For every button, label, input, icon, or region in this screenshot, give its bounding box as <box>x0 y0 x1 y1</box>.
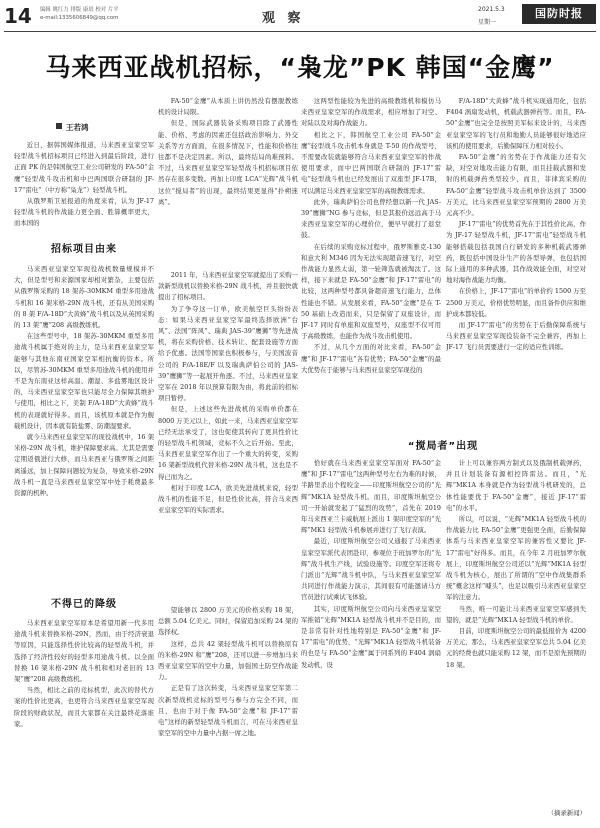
paragraph: 不过，从几个方面的对比来看，FA-50“金鹰”和 JF-17“雷电”各有优势；FA-50“金鹰”的最大优势在于能够与马来西亚皇家空军现役的 <box>301 343 441 374</box>
column-2-top <box>158 96 298 268</box>
paragraph: 当然，唯一可能让马来西亚皇家空军感到失望的，就是“光辉”MK1A 轻型战斗机的单价。 <box>446 604 586 624</box>
paragraph: 恰好就在马来西亚皇家空军面对 FA-50“金鹰”和 JF-17“雷电”这两种型号左右为难的时候，半路里杀出个程咬金——印度斯坦航空公司的“光辉”MK1A 轻型战斗机。而且，印度斯坦航空公司一开始就发起了“猛烈的攻势”，首先在 2019 年马来西亚兰卡威航展上派出 1 架印度空军的“光辉”MK1 轻型战斗机参展并进行了飞行表演。 <box>301 459 441 535</box>
paragraph: 但是，上述这些先进战机的采购单价都在 8000 万美元以上，如此一来，马来西亚皇家空军已经无法承受了，这也促使其转向了更具性价比的轻型战斗机领域，竞标不久之后开始。至此，马来西亚皇家空军作出了一个重大的转变，采购 16 架新型战机代替米格-29N 战斗机，这也是不得已而为之。 <box>158 405 298 481</box>
paragraph: 近日，据韩国媒体报道，马来西亚皇家空军轻型战斗机招标项目已经进入到最后阶段，进行正面 PK 的是韩国航空工业公司研发的 FA-50“金鹰”轻型战斗攻击机和中巴两国联合研制的 JF-17“雷电”（中方称“枭龙”）轻型战斗机。 <box>14 141 154 194</box>
paragraph: 马来西亚皇家空军现役战机数量规模并不大，但是型号和来源国家却相对繁杂，主要包括从俄罗斯采购的 18 架苏-30MKM 重型多用途战斗机和 16 架米格-29N 战斗机，还有从美国采购的 8 架 F/A-18D“大黄蜂”战斗机以及从英国采购的 13 架“鹰”208 高级教练机。 <box>14 265 154 330</box>
paragraph: 2011 年，马来西亚皇家空军就提出了采购一款新型战机以替换米格-29N 战斗机，并且很快就提出了招标项目。 <box>158 271 298 302</box>
subhead-downgrade: 不得已的降级 <box>51 599 117 610</box>
paragraph: 其实，印度斯坦航空公司向马来西亚皇家空军推销“光辉”MK1A 轻型战斗机并不是目的，而是非常有针对性地特别是 FA-50“金鹰”和 JF-17“雷电”的优势，“光辉”MK1A 轻型战斗机装备的也是与 FA-50“金鹰”属于同系列的 F404 涡扇发动机，设 <box>301 604 441 669</box>
editor-credits: 编辑 姚红力 排版 康晨 校对 片平 <box>40 7 119 13</box>
paragraph: JF-17“雷电”的优势首先在于其性价比高，作为 JF-17 轻型战斗机，JF-17“雷电”轻型战斗机能够搭载包括我国自行研发的多种机载武器弹药，既包括中国设计生产的各型导弹，也包括国际上通用的多种武器，其作战效能全面，对空对地对海作战能力均衡。 <box>446 220 586 285</box>
paragraph: 而 JF-17“雷电”的劣势在于后勤保障系统与马来西亚皇家空军现役装备不完全兼容，再加上 JF-17 飞行员需要进行一定的适应性训练。 <box>446 321 586 352</box>
subhead-disruptor: “搅局者”出现 <box>407 441 479 452</box>
paragraph: 最近，印度斯坦航空公司又通报了马来西亚皇家空军派代表团赴印，参观位于班加罗尔的“光辉”战斗机生产线，试验设施等。印度空军还将专门派出“光辉”战斗机中队，与马来西亚皇家空军共同进行作战能力演示，其间很有可能邀请马方官员进行试乘试飞体验。 <box>301 537 441 602</box>
paragraph: 这两型性能较为先进的高级教练机和模仿马来西亚皇家空军的作战需求，相应增加了对空、对陆以及对海作战能力。 <box>301 97 441 128</box>
column-1-bottom <box>14 618 154 824</box>
paragraph: 在价格上，JF-17“雷电”的单价约 1500 万至 2500 万美元，价格优势明显，而且备件供应和维护成本都较低。 <box>446 287 586 318</box>
paragraph: 所以，可以说，“光辉”MK1A 轻型战斗机的作战能力比 FA-50“金鹰”更强更全面，后勤保障体系与马来西亚皇家空军的兼容性又要比 JF-17“雷电”好得多。而且，在今年 2 月班加罗尔航展上，印度斯坦航空公司还以“光辉”MK1A 轻型战斗机为核心，展出了所谓的“空中作战集群系统”概念这样“噱头”，也足以吸引马来西亚皇家空军的注意力。 <box>446 515 586 602</box>
paragraph: FA-50“金鹰”的劣势在于作战能力还有欠缺，对空对地攻击能力有限，而且挂载武器和发射的机载弹药类型较少，而且，菲律宾采购的 FA-50“金鹰”轻型战斗攻击机单价达到了 3500 万美元，比马来西亚皇家空军预期的 2800 万美元高不少。 <box>446 153 586 218</box>
header-divider <box>4 31 596 32</box>
column-4-bottom <box>446 458 586 810</box>
page-header <box>0 0 600 30</box>
source-note: （摘录新闻） <box>547 809 586 817</box>
paragraph: 相比之下，韩国航空工业公司 FA-50“金鹰”轻型战斗攻击机本身就是 T-50 的作战型号，不需要改装就能够符合马来西亚皇家空军的作战使用要求，而中巴两国联合研制的 JF-17“雷电”轻型战斗机也已经发展出了双座型 JF-17B，可以满足马来西亚皇家空军的高级教练需求。 <box>301 130 441 195</box>
column-3-top <box>301 96 441 430</box>
paragraph: 正是有了这次转变，马来西亚皇家空军第二次新型战机竞标的型号与参与方完全不同，而且，也由于对于像 FA-50“金鹰”和 JF-17“雷电”这样的新型轻型战斗机而言，可在马来西亚皇家空军的空中力量中占据一席之地。 <box>158 684 298 738</box>
page-number: 14 <box>4 4 32 28</box>
paragraph: F/A-18D“大黄蜂”战斗机实现通用化，包括 F404 涡扇发动机，机载武器弹药等。而且，FA-50“金鹰”也完全是按照美军标来设计的，马来西亚皇家空军的飞行员和地勤人员能够很好地适应该机的使用要求，后勤保障压力相对较小。 <box>446 97 586 150</box>
paragraph: 在这些型号中，18 架苏-30MKM 重型多用途战斗机属于绝对的主力，是马来西亚皇家空军能够与其他东南亚国家空军相抗衡的资本。所以，尽管苏-30MKM 重型多用途战斗机的使用并不是为东南亚这样高温、潮湿、多盐雾地区设计的，马来西亚皇家空军也只能尽全力保障其维护与使用，相比之下，美制 F/A-18D“大黄蜂”战斗机的表现就好得多。而且，该机原本就是作为舰载机设计，因本就有防盐雾、防潮湿要求。 <box>14 332 154 430</box>
paragraph: 这样，总共 42 架轻型战斗机可以替换原有的米格-29N 和“鹰”208，还可以进一步增加马来西亚皇家空军的空中力量，加强国土防空作战能力。 <box>158 639 298 682</box>
paragraph: 相对于印度 LCA，欧美先进战机来说，轻型战斗机的性能不足，但是性价比高，符合马来西亚皇家空军的实际需求。 <box>158 483 298 515</box>
column-2-middle <box>158 270 298 600</box>
paragraph: 目前，印度斯坦航空公司的最低报价为 4200 万美元，那么，马来西亚皇家空军总共 5.04 亿美元的经费也就只能采购 12 架，而不是原先预期的 18 架。 <box>446 627 586 669</box>
paragraph: 为了争夺这一订单，欧美航空巨头纷纷表态：如果马来西亚皇家空军最终选择欧洲“台风”、法国“阵风”、瑞典 JAS-39“鹰狮”等先进战机，将在采购价格、技术转让、配套设施等方面给予优惠。法国等国家也积极参与，与美国波音公司的 F/A-18E/F 以及瑞典萨伯公司的 JAS-39“鹰狮”等一起展开角逐。不过，马来西亚皇家空军在 2018 年以预算有限为由，将此前的招标项目暂停。 <box>158 304 298 403</box>
article-author: 王若鸿 <box>66 123 89 132</box>
paragraph: 就今马来西亚皇家空军的现役战机中，16 架米格-29N 战斗机，维护保障要求高。尤其是需要定期返俄进行大修，而马来西亚与俄罗斯之间距离遥远，加上保障问题较为复杂，导致米格-29N 战斗机一直是马来西亚皇家空军中处于耗费最多资源的机种。 <box>14 433 154 498</box>
contact-email: e-mail:1335606849@qq.com <box>40 15 119 21</box>
column-4-top <box>446 96 586 430</box>
column-3-bottom <box>301 458 441 824</box>
paragraph: 望能够以 2800 万美元的价格采购 18 架，总额 5.04 亿美元。同时，保留追加采购 24 架的选择权。 <box>158 606 298 637</box>
paragraph: 但是，国际武器装备采购项目除了武器性能、价格、考虑的因素还包括政治影响力、外交关系等方方面面，在很多情况下，性能和价格往往都不是决定因素。所以，最终结局尚难预料。不过，马来西亚皇家空军轻型战斗机招标项目依然存在很多变数。再加上印度 LCA“光辉”战斗机这位“搅局者”的出现，最终结果更显得“扑朔迷离”。 <box>158 119 298 206</box>
subhead-project-origin: 招标项目由来 <box>51 244 117 255</box>
column-1-middle <box>14 264 154 586</box>
paragraph: 此外，瑞典萨伯公司也曾经想以新一代 JAS-39“鹰狮”NG 参与竞标，但是其报价远远高于马来西亚皇家空军的心理价位，便早早就打了退堂鼓。 <box>301 197 441 240</box>
newspaper-logo: 国防时报 <box>522 4 596 24</box>
column-1-top <box>14 140 154 232</box>
paragraph: 计上可以兼容两方制式以及俄制机载弹药，并且计划装备有源相控阵雷达。而且，“光辉”MK1A 本身就是作为轻型战斗机研发的，总体性能要优于 FA-50“金鹰”，接近 JF-17“雷电”的水平。 <box>446 459 586 512</box>
column-2-bottom <box>158 605 298 825</box>
byline-square-icon <box>56 123 62 129</box>
section-title: 观 察 <box>262 11 305 26</box>
paragraph: 当然，相比之前的竞标机型，此次的替代方案的性价比更高，也更符合马来西亚皇家空军现阶段的财政状况，而且大家都在关注最终花落谁家。 <box>14 686 154 728</box>
paragraph: 在后续的采购竞标过程中，俄罗斯雅克-130 和意大利 M346 因为无法实现超音速飞行，对空作战能力显然太弱，第一轮筛选就被淘汰了。这样，接下来就是 FA-50“金鹰”和 JF-17“雷电”的比较，这两种型号都具备超音速飞行能力，总体性能也不错。从发展来看，FA-50“金鹰”是在 T-50 基础上改造而来，只是保留了双座设计，而 JF-17 同时有单座和双座型号，双座型不仅可用于高级教练，也能作为战斗攻击机使用。 <box>301 242 441 341</box>
issue-weekday: 星期一 <box>478 19 497 26</box>
paragraph: 马来西亚皇家空军原本是希望用新一代多用途战斗机来替换米格-29N，然而，由于经济衰退等原因，只能选择性价比较高的轻型战斗机，并选择了经济性较好的轻型多用途战斗机。以全面替换 16 架米格-29N 战斗机和相对老旧的 13 架“鹰”208 高级教练机。 <box>14 619 154 684</box>
paragraph: 从俄罗斯卫星报道的角度来看，认为 JF-17 轻型战斗机的作战能力更全面、胜算概率更大，而本国的 <box>14 197 154 228</box>
issue-date: 2021.5.3 <box>478 6 505 13</box>
article-headline: 马来西亚战机招标，“枭龙”PK 韩国“金鹰” <box>45 53 555 82</box>
paragraph: FA-50“金鹰”从本质上讲仍然没有摆脱教练机的设计局限。 <box>158 97 298 117</box>
